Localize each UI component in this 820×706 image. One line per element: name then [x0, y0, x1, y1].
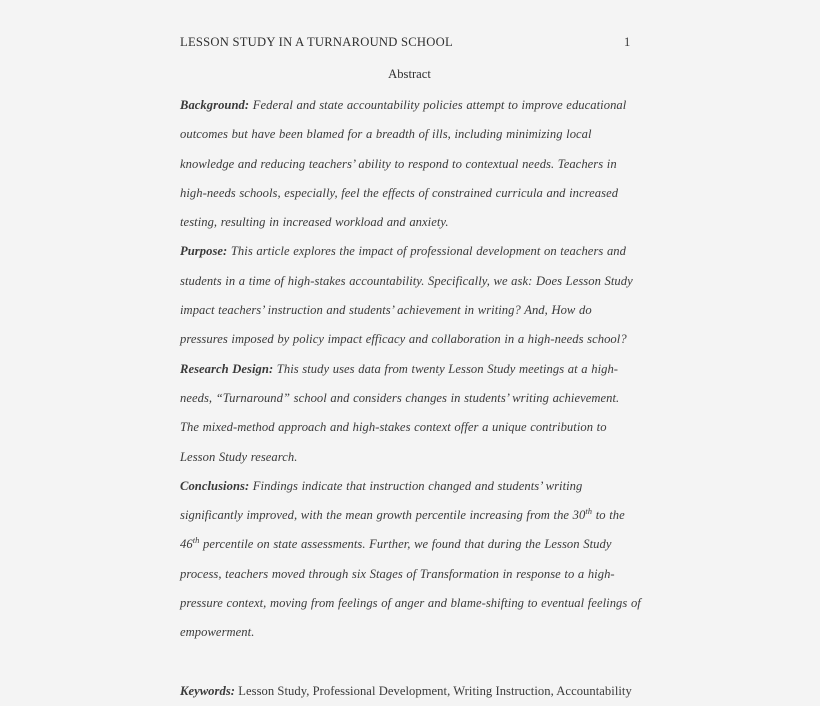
paragraph-text-research-design: This study uses data from twenty Lesson Study meetings at a high-needs, “Turnaround” school and considers changes in students’ writing achievement. The mixed-method approach and high-stakes context offer a unique contribution to Lesson Study research. [180, 361, 620, 464]
ordinal-suffix-30th: th [585, 505, 593, 516]
paragraph-label-background: Background: [180, 98, 250, 112]
keywords-label: Keywords: [180, 683, 236, 698]
running-head: LESSON STUDY IN A TURNAROUND SCHOOL [180, 35, 453, 49]
page-title: Abstract [388, 67, 431, 81]
keywords-line [180, 677, 641, 706]
conclusions-text-part2: to the 46 [180, 508, 625, 552]
paragraph-background [180, 91, 641, 237]
keywords-list: Lesson Study, Professional Development, Writing Instruction, Accountability [235, 683, 632, 698]
paragraph-label-purpose: Purpose: [180, 244, 228, 259]
paragraph-research-design [180, 355, 641, 472]
paragraph-purpose [180, 237, 641, 354]
abstract-body [180, 91, 641, 706]
conclusions-text-part1: Findings indicate that instruction changed and students’ writing significantly improved, with the mean growth percentile increasing from the 30 [180, 478, 586, 523]
conclusions-text-part3: percentile on state assessments. Further, we found that during the Lesson Study process, teachers moved through six Stages of Transformation in response to a high-pressure context, moving from feelings of anger and blame-shifting to eventual feelings of empowerment. [180, 537, 641, 640]
paragraph-label-conclusions: Conclusions: [180, 478, 250, 493]
paragraph-text-background: Federal and state accountability policies attempt to improve educational outcomes but have been blamed for a breadth of ills, including minimizing local knowledge and reducing teachers’ ability to respond to contextual needs. Teachers in high-needs schools, especially, feel the effects of constrained curricula and increased testing, resulting in increased workload and anxiety. [180, 98, 627, 230]
blank-line-spacer [180, 648, 641, 677]
paragraph-conclusions [180, 472, 641, 648]
paragraph-label-research-design: Research Design: [180, 361, 274, 376]
paragraph-text-purpose: This article explores the impact of professional development on teachers and students in a time of high-stakes accountability. Specifically, we ask: Does Lesson Study impact teachers’ instruction and students’ achievement in writing? And, How do pressures imposed by policy impact efficacy and collaboration in a high-needs school? [180, 244, 633, 347]
page-number: 1 [624, 35, 631, 49]
ordinal-suffix-46th: th [192, 535, 200, 546]
